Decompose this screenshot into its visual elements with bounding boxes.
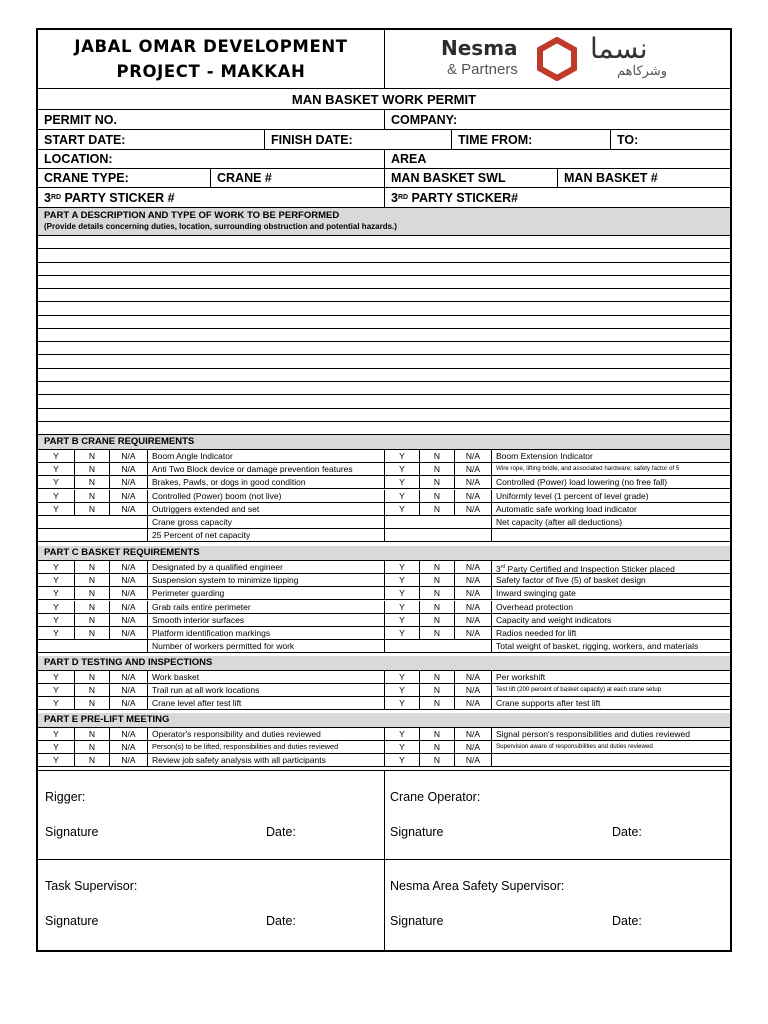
- option-y-right[interactable]: Y: [384, 754, 419, 766]
- description-line[interactable]: [38, 263, 730, 276]
- summary-right: Net capacity (after all deductions): [491, 516, 730, 528]
- option-na-left[interactable]: N/A: [109, 754, 147, 766]
- option-y-right[interactable]: Y: [384, 463, 419, 475]
- checklist-row: [38, 450, 730, 463]
- option-na-right[interactable]: N/A: [454, 728, 491, 740]
- option-na-left[interactable]: N/A: [109, 684, 147, 696]
- option-y-right[interactable]: Y: [384, 728, 419, 740]
- option-y-right[interactable]: Y: [384, 627, 419, 639]
- part-c-title: PART C BASKET REQUIREMENTS: [44, 547, 200, 558]
- description-line[interactable]: [38, 342, 730, 355]
- option-na-right[interactable]: N/A: [454, 697, 491, 709]
- item-right-num: 3: [496, 563, 501, 573]
- option-y-left[interactable]: Y: [53, 575, 59, 586]
- option-na-right[interactable]: N/A: [454, 601, 491, 613]
- option-y-right[interactable]: Y: [384, 450, 419, 462]
- logo-arabic-sub: وشركاهم: [617, 64, 668, 79]
- time-from-field[interactable]: TIME FROM:: [451, 130, 610, 149]
- item-left: Outriggers extended and set: [147, 503, 384, 515]
- item-right: Controlled (Power) load lowering (no free fall): [491, 476, 730, 488]
- option-na-right[interactable]: N/A: [454, 587, 491, 599]
- checklist-row: [38, 561, 730, 574]
- option-n-left[interactable]: N: [74, 490, 109, 502]
- rigger-date-label: Date:: [266, 825, 296, 839]
- item-right: Signal person's responsibilities and duties reviewed: [491, 728, 730, 740]
- permit-title-row: [38, 89, 730, 110]
- option-y-right[interactable]: Y: [384, 614, 419, 626]
- option-na-right[interactable]: N/A: [454, 574, 491, 586]
- option-n-left[interactable]: N: [74, 561, 109, 573]
- option-na-left[interactable]: N/A: [109, 574, 147, 586]
- description-line[interactable]: [38, 236, 730, 249]
- checklist-row: [38, 671, 730, 684]
- item-left: Operator's responsibility and duties reviewed: [147, 728, 384, 740]
- option-na-right[interactable]: N/A: [454, 476, 491, 488]
- option-n-left[interactable]: N: [74, 450, 109, 462]
- summary-blank[interactable]: [38, 516, 147, 528]
- description-line[interactable]: [38, 289, 730, 302]
- item-left: Platform identification markings: [147, 627, 384, 639]
- option-y-left[interactable]: Y: [53, 588, 59, 599]
- checklist-row: [38, 490, 730, 503]
- option-y-left[interactable]: Y: [53, 451, 59, 461]
- option-na-left[interactable]: N/A: [109, 614, 147, 626]
- safety-supervisor-signature-block[interactable]: [385, 860, 730, 950]
- option-na-left[interactable]: N/A: [109, 587, 147, 599]
- sticker-left-label: PARTY STICKER #: [61, 190, 175, 205]
- sticker-left-num: 3: [44, 190, 51, 205]
- item-left: Perimeter guarding: [147, 587, 384, 599]
- item-left: Designated by a qualified engineer: [147, 561, 384, 573]
- option-na-right[interactable]: N/A: [454, 627, 491, 639]
- man-basket-no-field[interactable]: MAN BASKET #: [557, 169, 730, 187]
- crane-operator-label: Crane Operator:: [390, 790, 481, 804]
- part-a-subtitle: (Provide details concerning duties, location, surrounding obstruction and potential hazards.): [44, 222, 397, 231]
- checklist-row: [38, 741, 730, 754]
- part-a-header: [38, 208, 730, 236]
- summary-right: Total weight of basket, rigging, workers, and materials: [491, 640, 730, 652]
- description-line[interactable]: [38, 316, 730, 329]
- field-row-sticker: [38, 188, 730, 208]
- option-y-right[interactable]: Y: [384, 476, 419, 488]
- logo-arabic: نسما: [590, 32, 648, 65]
- company-field[interactable]: COMPANY:: [384, 110, 730, 129]
- item-left: Work basket: [147, 671, 384, 683]
- item-right: Safety factor of five (5) of basket design: [491, 574, 730, 586]
- area-field[interactable]: AREA: [384, 150, 730, 168]
- description-line[interactable]: [38, 395, 730, 408]
- option-y-left[interactable]: Y: [53, 503, 59, 514]
- checklist-summary-row: [38, 529, 730, 542]
- option-n-right[interactable]: N: [419, 697, 454, 709]
- option-y-right[interactable]: Y: [384, 741, 419, 753]
- description-line[interactable]: [38, 382, 730, 395]
- option-n-right[interactable]: N: [419, 450, 454, 462]
- option-y-right[interactable]: Y: [384, 561, 419, 573]
- option-y-right[interactable]: Y: [384, 574, 419, 586]
- summary-left: 25 Percent of net capacity: [147, 529, 384, 541]
- option-na-left[interactable]: N/A: [109, 463, 147, 475]
- option-n-right[interactable]: N: [419, 741, 454, 753]
- item-left: Boom Angle Indicator: [147, 450, 384, 462]
- task-supervisor-signature-label: Signature: [45, 914, 99, 928]
- option-na-left[interactable]: N/A: [109, 671, 147, 683]
- item-right-text: Party Certified and Inspection Sticker placed: [505, 563, 675, 573]
- finish-date-field[interactable]: FINISH DATE:: [264, 130, 451, 149]
- description-line[interactable]: [38, 369, 730, 382]
- option-na-left[interactable]: N/A: [109, 728, 147, 740]
- option-y-left[interactable]: Y: [53, 477, 59, 488]
- option-n-right[interactable]: N: [419, 561, 454, 573]
- option-n-left[interactable]: N: [74, 754, 109, 766]
- item-left: Controlled (Power) boom (not live): [147, 490, 384, 502]
- party-sticker-left-field[interactable]: [38, 188, 384, 207]
- option-n-left[interactable]: N: [74, 671, 109, 683]
- option-y-left[interactable]: Y: [53, 562, 59, 572]
- item-right: Supervision aware of responsibilities and duties reviewed: [491, 741, 730, 753]
- field-row-location: [38, 150, 730, 169]
- option-n-right[interactable]: N: [419, 728, 454, 740]
- option-na-left[interactable]: N/A: [109, 561, 147, 573]
- rigger-signature-block[interactable]: [38, 771, 384, 859]
- rigger-label: Rigger:: [45, 790, 86, 804]
- option-n-right[interactable]: N: [419, 476, 454, 488]
- item-right: Capacity and weight indicators: [491, 614, 730, 626]
- option-n-left[interactable]: N: [74, 627, 109, 639]
- part-b-header: [38, 435, 730, 450]
- item-left: Brakes, Pawls, or dogs in good condition: [147, 476, 384, 488]
- option-n-left[interactable]: N: [74, 463, 109, 475]
- checklist-summary-row: [38, 516, 730, 529]
- description-line[interactable]: [38, 409, 730, 422]
- option-n-right[interactable]: N: [419, 627, 454, 639]
- option-n-right[interactable]: N: [419, 614, 454, 626]
- option-y-left[interactable]: Y: [53, 729, 59, 739]
- option-y-left[interactable]: Y: [53, 698, 59, 709]
- summary-right: [491, 529, 730, 541]
- option-na-right[interactable]: N/A: [454, 741, 491, 753]
- crane-operator-signature-block[interactable]: [385, 771, 730, 859]
- option-n-right[interactable]: N: [419, 754, 454, 766]
- option-y-right[interactable]: Y: [384, 684, 419, 696]
- option-y-left[interactable]: Y: [53, 601, 59, 612]
- permit-no-field[interactable]: PERMIT NO.: [44, 112, 117, 127]
- item-right: Per workshift: [491, 671, 730, 683]
- option-y-left[interactable]: Y: [53, 755, 59, 766]
- option-n-right[interactable]: N: [419, 671, 454, 683]
- option-na-left[interactable]: N/A: [109, 741, 147, 753]
- item-left: Person(s) to be lifted, responsibilities and duties reviewed: [147, 741, 384, 753]
- option-y-right[interactable]: Y: [384, 697, 419, 709]
- item-left: Trail run at all work locations: [147, 684, 384, 696]
- option-na-right[interactable]: N/A: [454, 671, 491, 683]
- option-na-left[interactable]: N/A: [109, 697, 147, 709]
- summary-blank[interactable]: [384, 516, 491, 528]
- item-right: Wire rope, lifting bridle, and associated hardware; safety factor of 5: [491, 463, 730, 475]
- part-d-header: [38, 656, 730, 671]
- description-line[interactable]: [38, 355, 730, 368]
- work-permit-form: [36, 28, 732, 952]
- option-na-right[interactable]: N/A: [454, 754, 491, 766]
- item-right: Radios needed for lift: [491, 627, 730, 639]
- checklist-row: [38, 614, 730, 627]
- summary-blank[interactable]: [384, 529, 491, 541]
- start-date-field[interactable]: START DATE:: [44, 132, 126, 147]
- task-supervisor-date-label: Date:: [266, 914, 296, 928]
- option-n-left[interactable]: N: [74, 728, 109, 740]
- option-n-left[interactable]: N: [74, 587, 109, 599]
- crane-no-field[interactable]: CRANE #: [210, 169, 384, 187]
- checklist-row: [38, 476, 730, 489]
- option-y-left[interactable]: Y: [53, 628, 59, 638]
- field-row-permit: [38, 110, 730, 130]
- option-na-left[interactable]: N/A: [109, 476, 147, 488]
- summary-left: Number of workers permitted for work: [147, 640, 384, 652]
- sticker-left-sup: RD: [50, 194, 62, 201]
- checklist-row: [38, 574, 730, 587]
- field-row-dates: [38, 130, 730, 150]
- option-y-right[interactable]: Y: [384, 503, 419, 515]
- item-right-sup: rd: [500, 564, 506, 570]
- sticker-right-num: 3: [391, 190, 398, 205]
- option-y-left[interactable]: Y: [53, 614, 59, 625]
- summary-blank[interactable]: [38, 529, 147, 541]
- part-b-title: PART B CRANE REQUIREMENTS: [44, 436, 195, 447]
- option-na-left[interactable]: N/A: [109, 490, 147, 502]
- option-na-right[interactable]: N/A: [454, 503, 491, 515]
- item-left: Grab rails entire perimeter: [147, 601, 384, 613]
- option-y-left[interactable]: Y: [53, 490, 59, 501]
- option-n-right[interactable]: N: [419, 463, 454, 475]
- company-logo: [385, 30, 730, 88]
- option-n-left[interactable]: N: [74, 574, 109, 586]
- summary-blank[interactable]: [384, 640, 491, 652]
- option-y-right[interactable]: Y: [384, 587, 419, 599]
- option-y-left[interactable]: Y: [53, 742, 59, 753]
- option-na-right[interactable]: N/A: [454, 614, 491, 626]
- option-na-right[interactable]: N/A: [454, 450, 491, 462]
- safety-supervisor-label: Nesma Area Safety Supervisor:: [390, 879, 565, 893]
- option-na-left[interactable]: N/A: [109, 503, 147, 515]
- item-right: Automatic safe working load indicator: [491, 503, 730, 515]
- part-e-title: PART E PRE-LIFT MEETING: [44, 714, 170, 725]
- summary-blank[interactable]: [38, 640, 147, 652]
- safety-supervisor-signature-label: Signature: [390, 914, 444, 928]
- rigger-signature-label: Signature: [45, 825, 99, 839]
- option-y-left[interactable]: Y: [53, 685, 59, 696]
- option-n-left[interactable]: N: [74, 503, 109, 515]
- option-na-right[interactable]: N/A: [454, 490, 491, 502]
- checklist-row: [38, 587, 730, 600]
- item-left: Smooth interior surfaces: [147, 614, 384, 626]
- option-n-left[interactable]: N: [74, 684, 109, 696]
- project-title: [38, 30, 385, 88]
- sticker-right-sup: RD: [397, 194, 409, 201]
- checklist-row: [38, 503, 730, 516]
- crane-operator-date-label: Date:: [612, 825, 642, 839]
- field-row-crane: [38, 169, 730, 188]
- option-na-right[interactable]: N/A: [454, 684, 491, 696]
- option-y-left[interactable]: Y: [53, 672, 59, 682]
- option-n-left[interactable]: N: [74, 697, 109, 709]
- party-sticker-right-field[interactable]: [384, 188, 730, 207]
- description-line[interactable]: [38, 302, 730, 315]
- item-right: [491, 754, 730, 766]
- item-left: Review job safety analysis with all participants: [147, 754, 384, 766]
- checklist-row: [38, 728, 730, 741]
- crane-type-field[interactable]: CRANE TYPE:: [44, 171, 129, 185]
- option-na-right[interactable]: N/A: [454, 561, 491, 573]
- crane-operator-signature-label: Signature: [390, 825, 444, 839]
- description-line[interactable]: [38, 276, 730, 289]
- option-n-right[interactable]: N: [419, 574, 454, 586]
- option-y-right[interactable]: Y: [384, 601, 419, 613]
- checklist-row: [38, 754, 730, 767]
- permit-title: MAN BASKET WORK PERMIT: [291, 91, 477, 107]
- option-n-left[interactable]: N: [74, 601, 109, 613]
- item-left: Anti Two Block device or damage prevention features: [147, 463, 384, 475]
- location-field[interactable]: LOCATION:: [44, 152, 113, 166]
- option-n-left[interactable]: N: [74, 741, 109, 753]
- summary-left: Crane gross capacity: [147, 516, 384, 528]
- item-left: Crane level after test lift: [147, 697, 384, 709]
- option-na-left[interactable]: N/A: [109, 601, 147, 613]
- man-basket-swl-field[interactable]: MAN BASKET SWL: [384, 169, 557, 187]
- logo-partners: & Partners: [447, 61, 518, 78]
- checklist-row: [38, 684, 730, 697]
- item-right: Inward swinging gate: [491, 587, 730, 599]
- form-header: [38, 30, 730, 89]
- item-right: Overhead protection: [491, 601, 730, 613]
- checklist-summary-row: [38, 640, 730, 653]
- checklist-row: [38, 463, 730, 476]
- item-right: Uniformly level (1 percent of level grade): [491, 490, 730, 502]
- description-line[interactable]: [38, 249, 730, 262]
- item-left: Suspension system to minimize tipping: [147, 574, 384, 586]
- option-n-right[interactable]: N: [419, 684, 454, 696]
- item-right: [491, 561, 730, 573]
- hexagon-logo-icon: [535, 37, 579, 81]
- logo-name: Nesma: [441, 36, 518, 60]
- checklist-row: [38, 601, 730, 614]
- checklist-row: [38, 627, 730, 640]
- item-right: Crane supports after test lift: [491, 697, 730, 709]
- option-y-right[interactable]: Y: [384, 490, 419, 502]
- option-na-right[interactable]: N/A: [454, 463, 491, 475]
- description-line[interactable]: [38, 422, 730, 435]
- option-na-left[interactable]: N/A: [109, 450, 147, 462]
- option-n-right[interactable]: N: [419, 503, 454, 515]
- item-right: Test lift (200 percent of basket capacity) at each crane setup: [491, 684, 730, 696]
- item-right: Boom Extension Indicator: [491, 450, 730, 462]
- description-line[interactable]: [38, 329, 730, 342]
- time-to-field[interactable]: TO:: [610, 130, 730, 149]
- project-line-2: PROJECT - MAKKAH: [116, 62, 306, 81]
- part-d-title: PART D TESTING AND INSPECTIONS: [44, 657, 213, 668]
- option-n-right[interactable]: N: [419, 601, 454, 613]
- option-na-left[interactable]: N/A: [109, 627, 147, 639]
- checklist-row: [38, 697, 730, 710]
- project-line-1: JABAL OMAR DEVELOPMENT: [74, 37, 348, 56]
- option-y-left[interactable]: Y: [53, 464, 59, 475]
- sticker-right-label: PARTY STICKER#: [408, 190, 519, 205]
- safety-supervisor-date-label: Date:: [612, 914, 642, 928]
- part-a-title: PART A DESCRIPTION AND TYPE OF WORK TO BE PERFORMED: [44, 210, 340, 221]
- option-n-right[interactable]: N: [419, 490, 454, 502]
- task-supervisor-label: Task Supervisor:: [45, 879, 138, 893]
- part-e-header: [38, 713, 730, 728]
- option-n-right[interactable]: N: [419, 587, 454, 599]
- option-n-left[interactable]: N: [74, 476, 109, 488]
- task-supervisor-signature-block[interactable]: [38, 860, 384, 950]
- part-c-header: [38, 546, 730, 561]
- option-n-left[interactable]: N: [74, 614, 109, 626]
- option-y-right[interactable]: Y: [384, 671, 419, 683]
